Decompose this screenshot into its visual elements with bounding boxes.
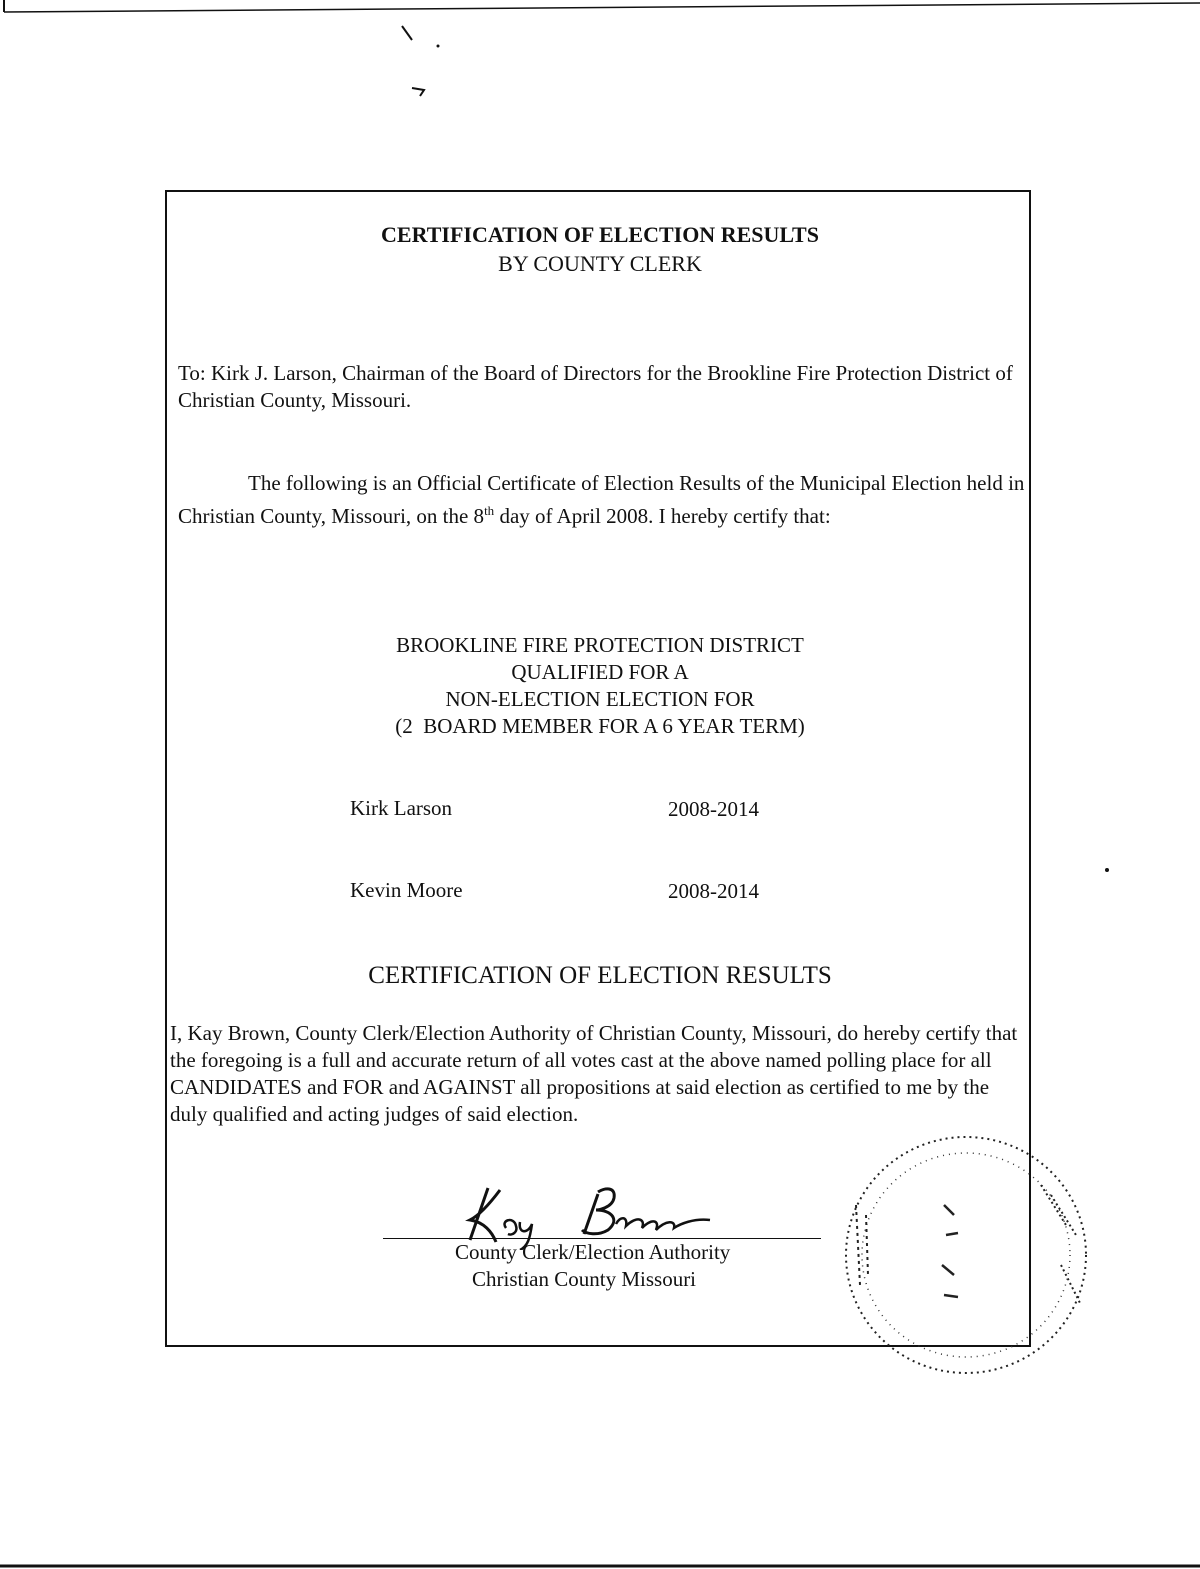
scan-speck-marks <box>380 20 460 110</box>
district-line: BROOKLINE FIRE PROTECTION DISTRICT <box>396 633 804 657</box>
scan-edge-bottom <box>0 1555 1200 1569</box>
candidate-term: 2008-2014 <box>668 797 759 821</box>
intro-ordinal-suffix: th <box>484 503 495 518</box>
certificate-title: CERTIFICATION OF ELECTION RESULTS <box>381 222 819 247</box>
candidate-name: Kirk Larson <box>350 796 453 820</box>
certification-statement: I, Kay Brown, County Clerk/Election Authority of Christian County, Missouri, do hereby certify that the foregoing is a full and accurate return of all votes cast at the above named polling place for all CANDIDATES and FOR and AGAINST all propositions at said election as certified to me by the duly qualified and acting judges of said election. <box>170 1021 1018 1126</box>
candidate-name: Kevin Moore <box>350 878 463 902</box>
district-line: QUALIFIED FOR A <box>511 660 689 684</box>
scan-speck-dot <box>1105 868 1109 872</box>
county-seal-stamp <box>826 1125 1106 1385</box>
addressee-paragraph: To: Kirk J. Larson, Chairman of the Board of Directors for the Brookline Fire Protection District of Christian County, Missouri. <box>178 361 1013 412</box>
intro-paragraph <box>178 470 1028 530</box>
district-block <box>165 632 1035 740</box>
scan-edge-top <box>0 0 1200 18</box>
intro-text-start: The following is an Official Certificate of Election Results of the Municipal Election held in Christian County, Missouri, on the 8 <box>178 471 1025 528</box>
certificate-subtitle: BY COUNTY CLERK <box>498 251 702 276</box>
signature-line <box>383 1238 821 1239</box>
signature-role: County Clerk/Election Authority <box>455 1240 731 1264</box>
candidate-term: 2008-2014 <box>668 879 759 903</box>
certification-heading: CERTIFICATION OF ELECTION RESULTS <box>368 962 832 989</box>
intro-text-end: day of April 2008. I hereby certify that: <box>494 504 831 528</box>
district-line: (2 BOARD MEMBER FOR A 6 YEAR TERM) <box>395 714 805 738</box>
signature-county: Christian County Missouri <box>472 1267 697 1291</box>
district-line: NON-ELECTION ELECTION FOR <box>445 687 755 711</box>
